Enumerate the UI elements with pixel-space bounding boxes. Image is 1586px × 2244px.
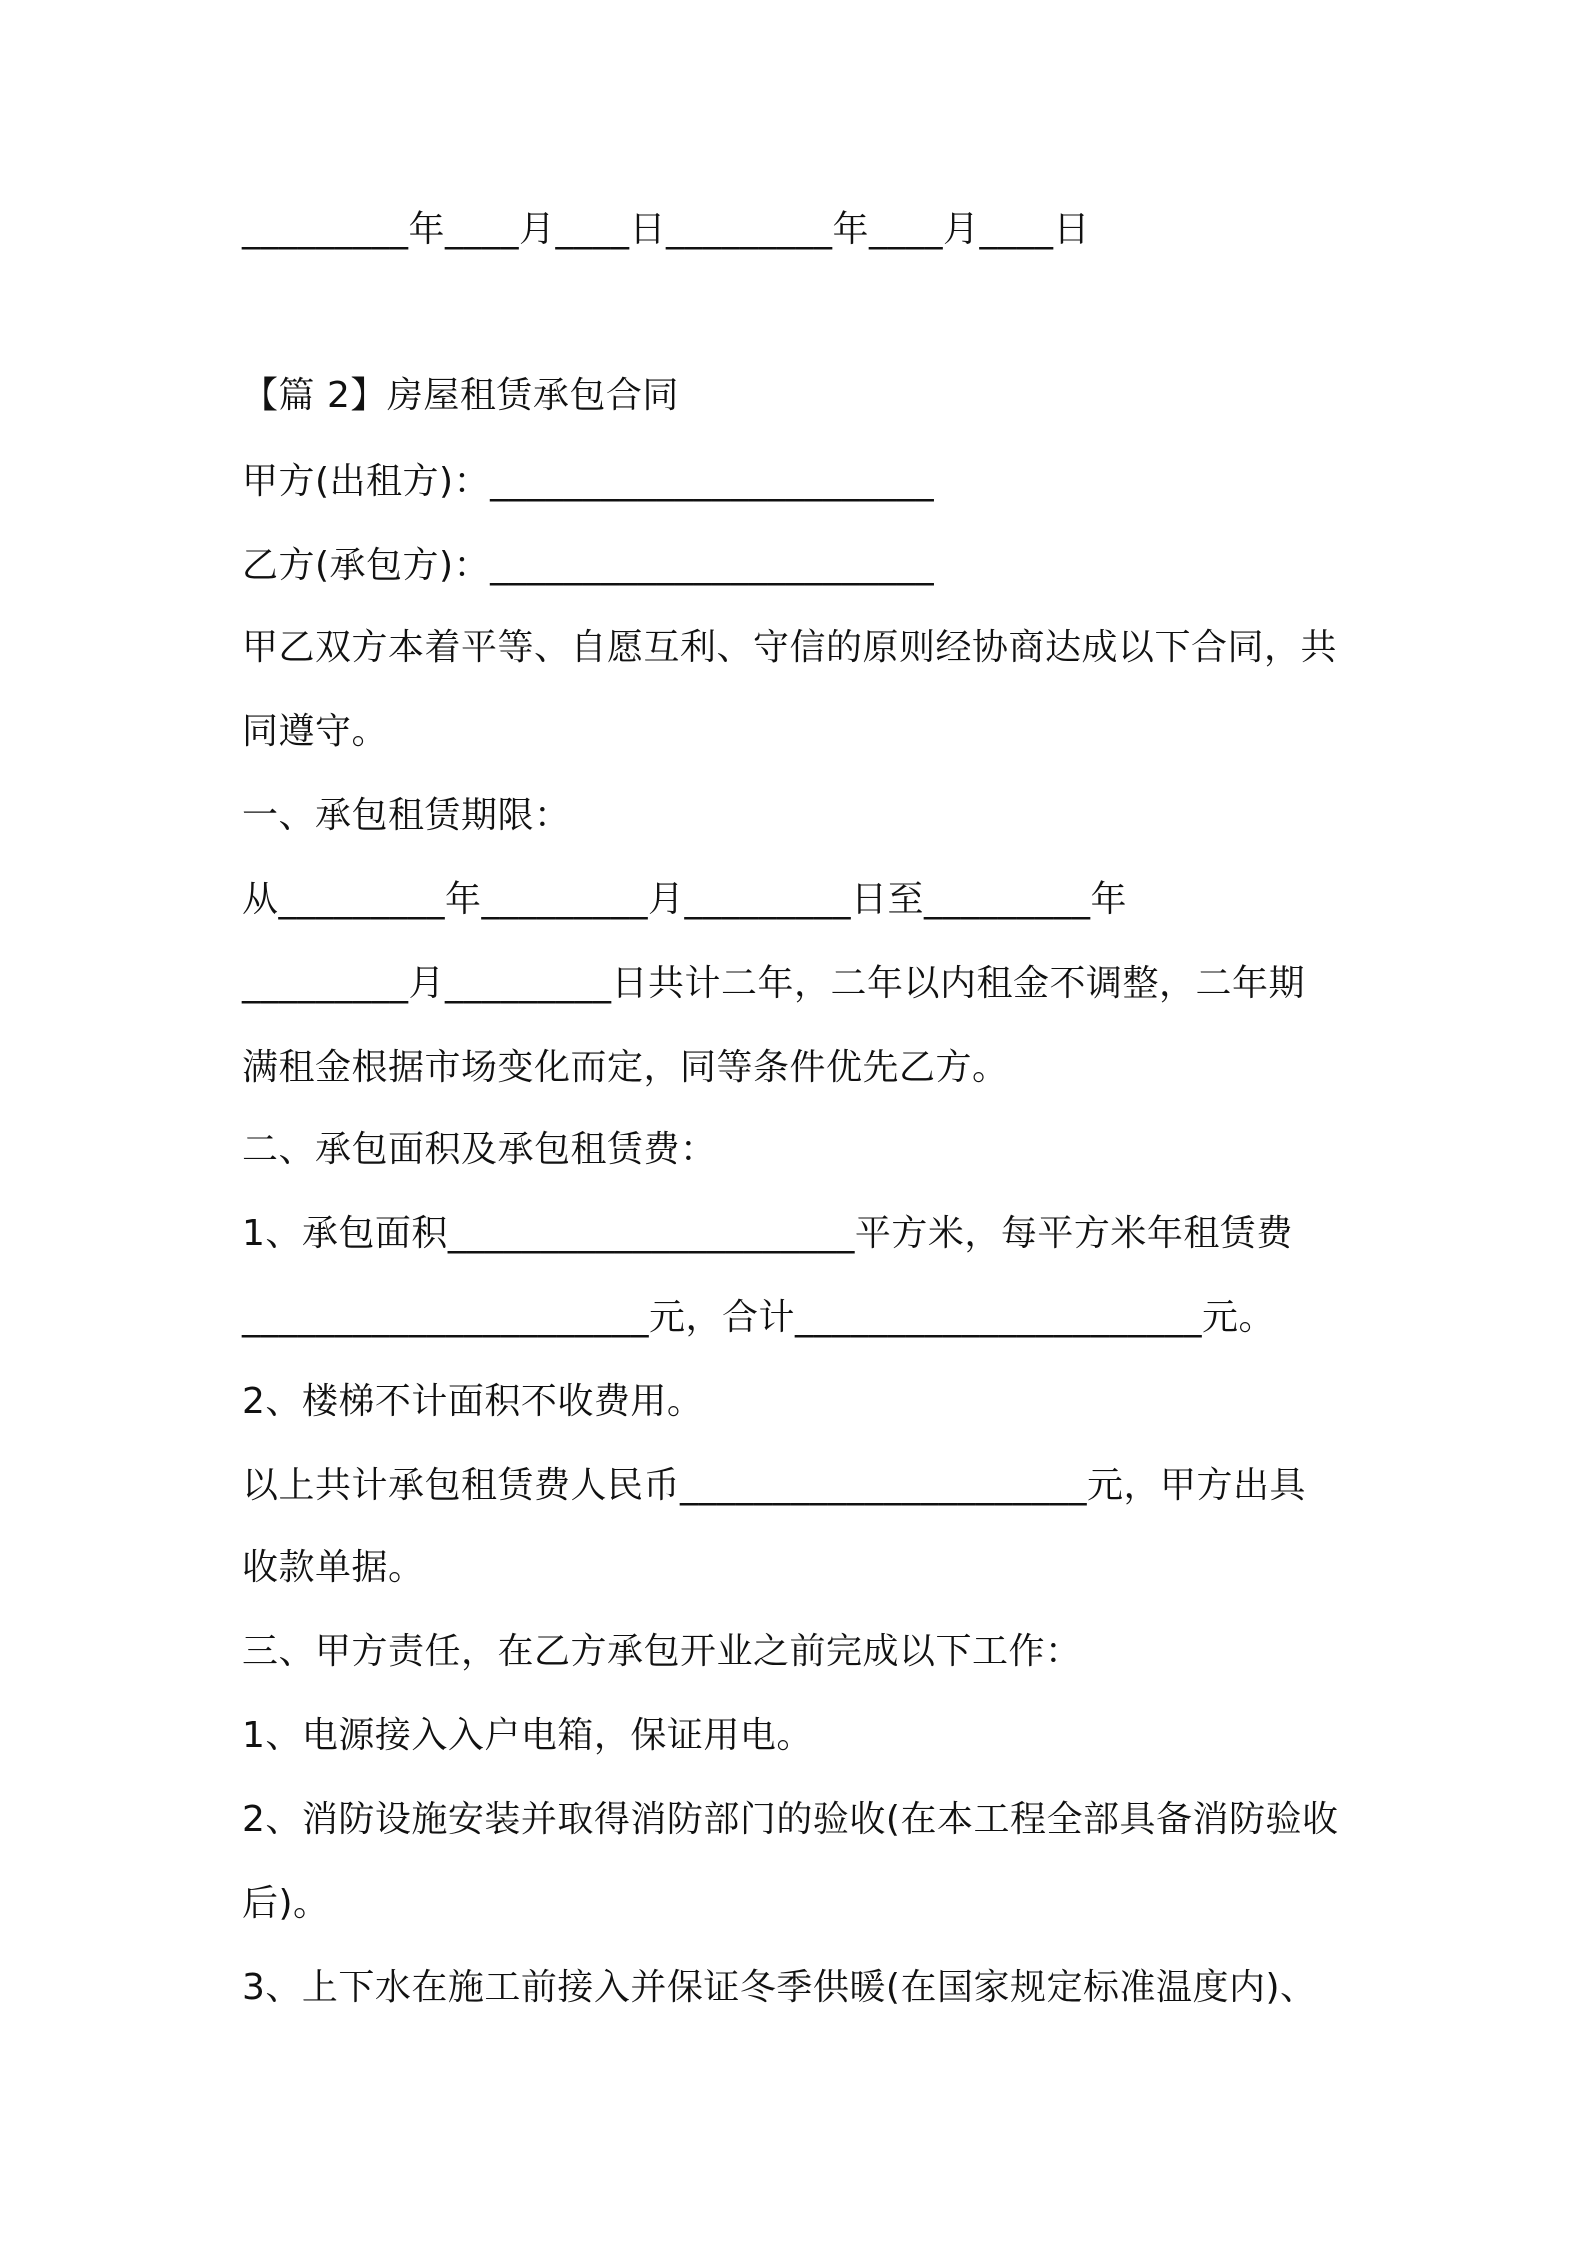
clause-heading: 二、承包面积及承包租赁费：: [242, 1129, 717, 1170]
clause-heading: 一、承包租赁期限：: [242, 795, 571, 836]
paragraph-line: 甲乙双方本着平等、自愿互利、守信的原则经协商达成以下合同，共: [242, 627, 1338, 668]
paragraph-line: 收款单据。: [242, 1547, 425, 1588]
paragraph-line: 后)。: [242, 1883, 330, 1924]
paragraph-line: 从_________年_________月_________日至_________年: [242, 879, 1128, 920]
party-b-line: 乙方(承包方)：________________________: [242, 545, 935, 586]
section-title: 【篇 2】房屋租赁承包合同: [242, 375, 679, 416]
paragraph-line: 2、消防设施安装并取得消防部门的验收(在本工程全部具备消防验收: [242, 1799, 1339, 1840]
clause-heading: 三、甲方责任，在乙方承包开业之前完成以下工作：: [242, 1631, 1082, 1672]
party-a-line: 甲方(出租方)：________________________: [242, 461, 935, 502]
paragraph-line: 同遵守。: [242, 711, 389, 752]
paragraph-line: ______________________元，合计______________________元。: [242, 1297, 1276, 1338]
paragraph-line: 满租金根据市场变化而定，同等条件优先乙方。: [242, 1047, 1009, 1088]
paragraph-line: 3、上下水在施工前接入并保证冬季供暖(在国家规定标准温度内)、: [242, 1967, 1317, 2008]
paragraph-line: _________月_________日共计二年，二年以内租金不调整，二年期: [242, 963, 1306, 1004]
paragraph-line: 1、电源接入入户电箱，保证用电。: [242, 1715, 813, 1756]
paragraph-line: 1、承包面积______________________平方米，每平方米年租赁费: [242, 1213, 1293, 1254]
signature-date-line: _________年____月____日_________年____月____日: [242, 209, 1090, 250]
paragraph-line: 以上共计承包租赁费人民币______________________元，甲方出具: [242, 1465, 1307, 1506]
paragraph-line: 2、楼梯不计面积不收费用。: [242, 1381, 704, 1422]
